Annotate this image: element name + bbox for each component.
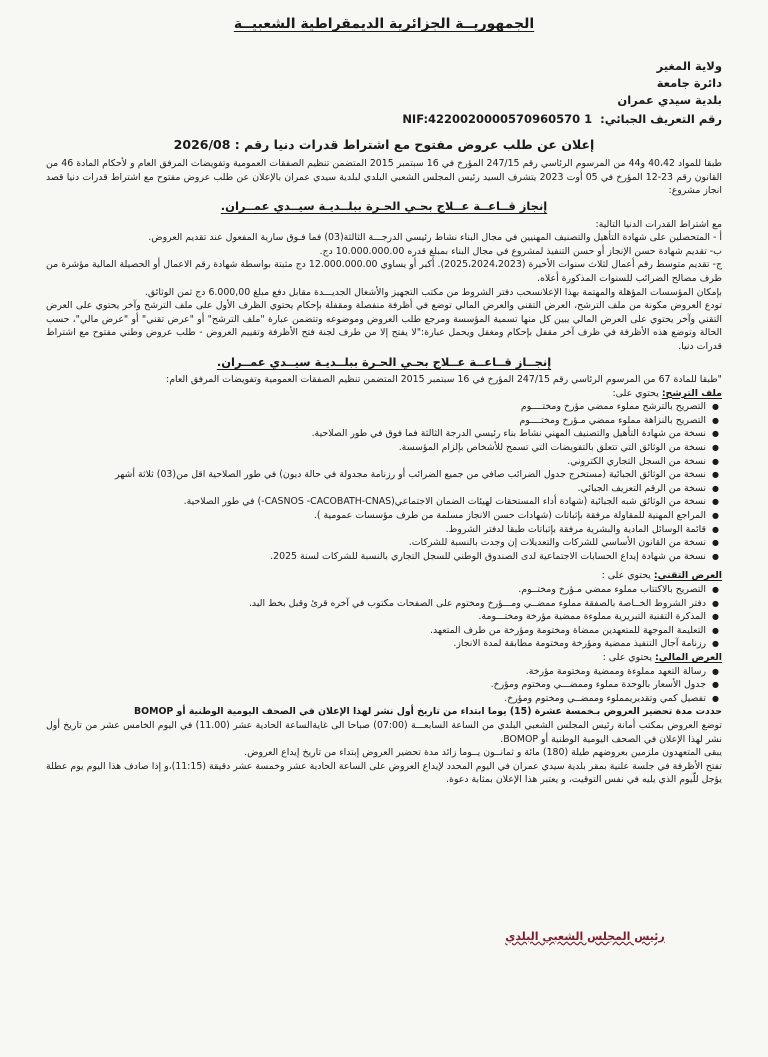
- list-item: ● التعليمة الموجهة للمتعهدين ممضاة ومختومة ومؤرخة من طرف المتعهد.: [46, 624, 706, 638]
- list-item: ● نسخة من شهادة التأهيل والتصنيف المهني نشاط بناء رئيسي الدرجة الثالثة فما فوق في طور الصلاحية.: [46, 427, 706, 441]
- wilaya-line: ولاية المغير: [656, 58, 722, 73]
- financial-list: [46, 665, 722, 706]
- conditions-title: مع اشتراط القدرات الدنيا التالية:: [595, 218, 722, 230]
- list-item: ● المراجع المهنية للمقاولة مرفقة بإثباتات (شهادات حسن الانجاز مسلمة من طرف مؤسسات عمومية ).: [46, 509, 706, 523]
- candidacy-title: ملف الترشح:: [661, 387, 722, 399]
- technical-header: [46, 569, 722, 583]
- list-item: ● نسخة من الوثائق التي تتعلق بالتفويضات التي تسمح للأشخاص بإلزام المؤسسة.: [46, 441, 706, 455]
- nif-label: رقم التعريف الجبائي:: [600, 111, 722, 126]
- list-item: ● نسخة من الوثائق شبه الجبائية (شهادة أداء المستحقات لهيئات الضمان الاجتماعي(CASNOS -CACOBATH-CNAS-) في طور الصلاحية.: [46, 495, 706, 509]
- daira-line: دائرة جامعة: [656, 75, 722, 90]
- nif-value: NIF:4220020000570960570 1: [402, 111, 593, 126]
- project-title-repeat: إنجــاز قــاعــة عــلاج بحـي الحـرة ببلــديـة سيــدي عمــران.: [216, 354, 552, 369]
- deposit-time: توضع العروض بمكتب أمانة رئيس المجلس الشعبي البلدي من الساعة السابعـــة (07:00) صباحا الى غايةالساعة الحادية عشر (11.00) في اليوم الخامس عشر من تاريخ أول نشر لهذا الإعلان في الصحف اليومية الوطنية أو BOMOP.: [46, 719, 722, 745]
- list-item: ● تفصيل كمي وتقديريمملوء وممضــي ومختوم ومؤرخ.: [46, 692, 706, 706]
- list-item: ● رزنامة آجال التنفيذ ممضية ومؤرخة ومختومة مطابقة لمدة الانجاز.: [46, 637, 706, 651]
- list-item: ● رسالة التعهد مملوءة وممضية ومختومة مؤرخة.: [46, 665, 706, 679]
- project-title: إنجاز قــاعــة عــلاج بحـي الحـرة ببلــديـة سيــدي عمــران.: [220, 198, 548, 213]
- financial-contains: يحتوي على :: [602, 651, 652, 663]
- candidacy-contains: يحتوي على:: [612, 387, 659, 399]
- list-item: ● التصريح بالاكتتاب مملوء ممضي مـؤرخ ومختــوم.: [46, 583, 706, 597]
- candidacy-header: [46, 387, 722, 401]
- financial-title: العرض المالي:: [654, 651, 722, 663]
- list-item: ● المذكرة التقنية التبريرية مملوءة ممضية مؤرخة ومختـــومة.: [46, 610, 706, 624]
- list-item: ● نسخة من السجل التجاري الكتروني.: [46, 455, 706, 469]
- list-item: ● دفتر الشروط الخــاصة بالصفقة مملوء ممضــي ومـــؤرخ ومختوم على الصفحات مكتوب في آخره قرئ وقبل بخط اليد.: [46, 597, 706, 611]
- list-item: ● جدول الأسعار بالوحدة مملوء وممضـــي ومختوم ومؤرخ.: [46, 678, 706, 692]
- list-item: ● نسخة من الوثائق الجبائية (مستخرج جدول الضرائب صافي من جميع الضرائب أو رزنامة مجدولة في حالة ديون) في طور الصلاحية اقل من(03) ثلاثة أشهر: [46, 468, 706, 482]
- deposit-paragraph: تودع العروض مكونة من ملف الترشح، العرض التقني والعرض المالي توضع في أظرفة منفصلة ومقفلة بإحكام يحتوي الظرف الأول على ملف الترشح وآخر يحتوي على العرض التقني وآخر يحتوي على العرض المالي يبين كل منها تسمية المؤسسة ومرجع طلب العروض وموضوعه وتتضمن عبارة "ملف الترشح" أو "عرض تقني" أو "عرض مالي"، حسب الحالة وتوضع هذه الأظرفة في ظرف آخر مقفل بإحكام ومغفل ويحمل عبارة:"لا يفتح إلا من طرف لجنة فتح الأظرفة وتقييم العروض - طلب عروض وطني مفتوح مع اشتراط قدرات دنيا.: [46, 300, 722, 352]
- technical-list: [46, 583, 722, 651]
- list-item: ● نسخة من القانون الأساسي للشركات والتعديلات إن وجدت بالنسبة للشركات.: [46, 536, 706, 550]
- condition-b: ب- تقديم شهادة حسن الإنجاز أو حسن التنفيذ لمشروع في مجال البناء بمبلغ قدره 10.000.000.00 دج.: [319, 245, 722, 257]
- technical-title: العرض التقني:: [653, 570, 722, 582]
- signature: رئيس المجلس الشعبي البلدي: [505, 930, 665, 943]
- validity-period: يبقى المتعهدون ملزمين بعروضهم طيلة (180) مائة و ثمانــون يــوما زائد مدة تحضير العروض إبتداء من تاريخ إيداع العروض.: [244, 747, 722, 759]
- condition-a: أ - المتحصلين على شهادة التأهيل والتصنيف المهنيين في مجال البناء نشاط رئيسي الدرجـــة الثالثة(03) فما فـوق سارية المفعول عند تقديم العروض.: [148, 232, 722, 244]
- preparation-period: حددت مدة تحضير العروض بـخمسة عشرة (15) يوما ابتداء من تاريخ أول نشر لهذا الإعلان في الصحف اليومية الوطنية أو BOMOP: [134, 706, 722, 718]
- nif-row: [46, 111, 722, 128]
- condition-c: ج- تقديم متوسط رقم أعمال لثلاث سنوات الأخيرة (2025،2024،2023). أكبر أو يساوي 12.000.000.00 دج مثبتة بواسطة شهادة رقم الاعمال أو الحصيلة المالية مؤشرة من طرف مصالح الضرائب للسنوات المذكورة أعلاه.: [46, 259, 722, 284]
- technical-contains: يحتوي على :: [601, 570, 651, 582]
- list-item: ● التصريح بالنزاهة مملوء ممضي مـؤرخ ومختــــوم: [46, 414, 706, 428]
- specs-withdrawal: بإمكان المؤسسات المؤهلة والمهتمة بهذا الإعلانسحب دفتر الشروط من مكتب التجهيز والأشغال الجديـــدة مقابل دفع مبلغ 6.000,00 دج ثمن الوثائق.: [144, 286, 722, 298]
- intro-paragraph: طبقا للمواد 40،42 و44 من المرسوم الرئاسي رقم 247/15 المؤرخ في 16 سبتمبر 2015 المتضمن تنظيم الصفقات العمومية وتفويضات المرفق العام و لأحكام المادة 46 من القانون رقم 23-12 المؤرخ في 05 أوت 2023 يتشرف السيد رئيس المجلس الشعبي البلدي لبلدية سيدي عمران بالإعلان عن طلب عروض مفتوح مع اشتراط قدرات دنيا قصد انجاز مشروع:: [46, 158, 723, 197]
- baladiya-line: بلدية سيدي عمران: [617, 92, 722, 107]
- opening-session: تفتح الأظرفة في جلسة علنية بمقر بلدية سيدي عمران في اليوم المحدد لإيداع العروض على الساعة الحادية عشر وخمسة عشر دقيقة (11:15)،و إذا صادف هذا اليوم يوم عطلة يؤجل للّيوم الذي يليه في نفس التوقيت، و يعتبر هذا الإعلان بمثابة دعوة.: [46, 760, 722, 786]
- announcement-title: إعلان عن طلب عروض مفتوح مع اشتراط قدرات دنيا رقم : 2026/08: [173, 136, 595, 152]
- article-67: "طبقا للمادة 67 من المرسوم الرئاسي رقم 247/15 المؤرخ في 16 سبتمبر 2015 المتضمن تنظيم الصفقات العمومية وتفويضات المرفق العام:: [166, 374, 722, 386]
- list-item: ● نسخة من الرقم التعريف الجبائي.: [46, 482, 706, 496]
- financial-header: [46, 651, 722, 665]
- republic-title: الجمهوريــة الجزائرية الديمقراطية الشعبيــة: [233, 16, 535, 32]
- list-item: ● نسخة من شهادة إيداع الحسابات الاجتماعية لدى الصندوق الوطني للسجل التجاري بالنسبة للشركات لسنة 2025.: [46, 550, 706, 564]
- list-item: ● قائمة الوسائل المادية والبشرية مرفقة بإثباتات طبقا لدفتر الشروط.: [46, 523, 706, 537]
- candidacy-list: [46, 400, 722, 563]
- list-item: ● التصريح بالترشح مملوء ممضي مؤرخ ومختــــوم: [46, 400, 706, 414]
